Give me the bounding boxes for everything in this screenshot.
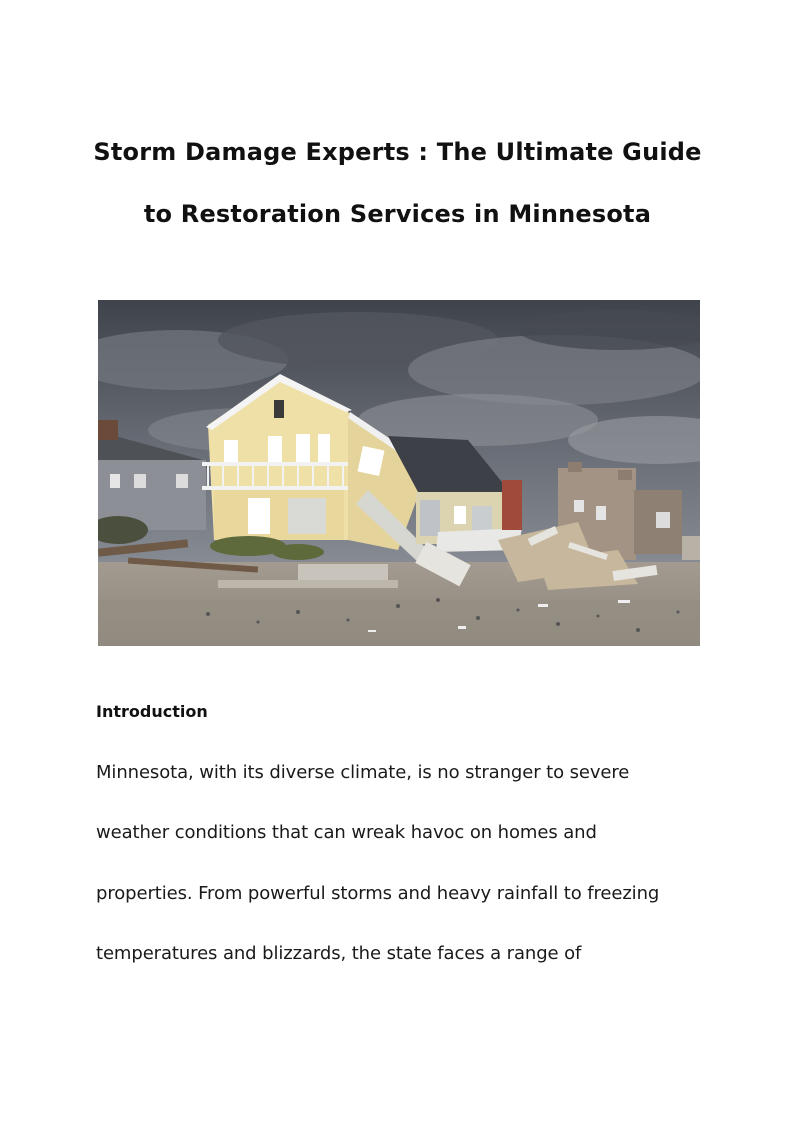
paragraph-line-1: Minnesota, with its diverse climate, is no stranger to severe — [96, 762, 630, 783]
document-title-line-2: to Restoration Services in Minnesota — [143, 200, 652, 228]
paragraph-line-3: properties. From powerful storms and heavy rainfall to freezing — [96, 883, 660, 904]
paragraph-line-4: temperatures and blizzards, the state faces a range of — [96, 943, 582, 964]
document-title-line-1: Storm Damage Experts : The Ultimate Guide — [93, 138, 702, 166]
paragraph-line-2: weather conditions that can wreak havoc on homes and — [96, 822, 597, 843]
storm-damage-illustration — [98, 300, 700, 646]
section-heading-introduction: Introduction — [96, 702, 208, 721]
storm-damage-photo — [98, 300, 700, 646]
